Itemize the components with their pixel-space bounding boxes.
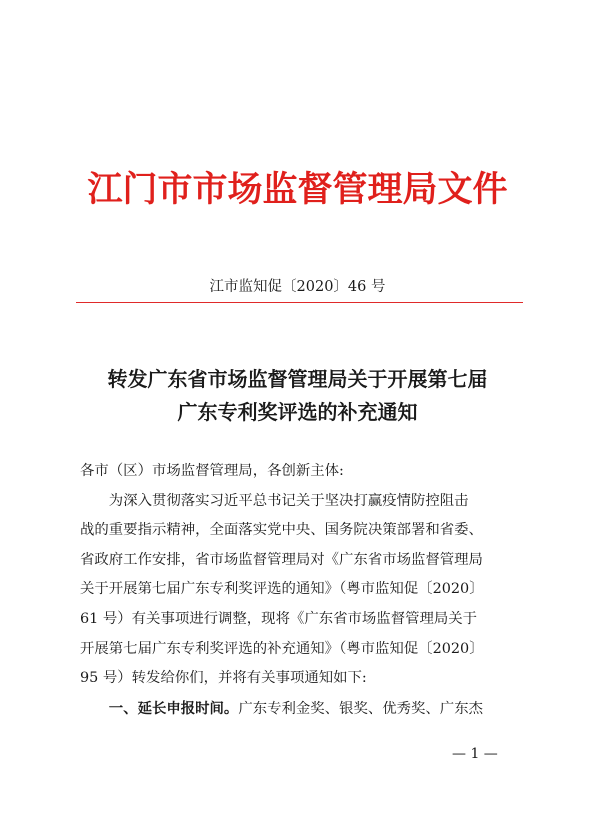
item-1 <box>80 694 520 725</box>
notice-title-line-1: 转发广东省市场监督管理局关于开展第七届 <box>107 367 488 391</box>
item-1-text: 广东专利金奖、银奖、优秀奖、广东杰 <box>238 700 483 717</box>
paragraph-1-line-1: 为深入贯彻落实习近平总书记关于坚决打赢疫情防控阻击 <box>108 492 469 509</box>
paragraph-1-line-4: 关于开展第七届广东专利奖评选的通知》（粤市监知促〔2020〕 <box>80 581 484 598</box>
paragraph-1-line-2: 战的重要指示精神，全面落实党中央、国务院决策部署和省委、 <box>80 522 483 539</box>
document-number: 江市监知促〔2020〕46 号 <box>209 279 386 295</box>
paragraph-1-line-6: 开展第七届广东专利奖评选的补充通知》（粤市监知促〔2020〕 <box>80 640 484 657</box>
paragraph-1-line-5: 61 号）有关事项进行调整，现将《广东省市场监督管理局关于 <box>80 610 478 627</box>
paragraph-1-line-3: 省政府工作安排，省市场监督管理局对《广东省市场监督管理局 <box>80 551 483 568</box>
issuer-title: 江门市市场监督管理局文件 <box>87 169 508 210</box>
red-divider-line <box>76 302 523 303</box>
notice-title-line-2: 广东专利奖评选的补充通知 <box>177 400 418 424</box>
item-1-line-1 <box>80 694 520 725</box>
notice-title <box>0 363 595 429</box>
paragraph-1 <box>80 487 520 694</box>
document-body <box>80 457 520 724</box>
item-1-heading: 一、延长申报时间。 <box>108 699 239 717</box>
page-number: — 1 — <box>452 746 498 762</box>
salutation <box>80 457 520 487</box>
paragraph-1-line-7: 95 号）转发给你们，并将有关事项通知如下: <box>80 670 367 687</box>
salutation-text: 各市（区）市场监督管理局，各创新主体: <box>80 463 344 479</box>
